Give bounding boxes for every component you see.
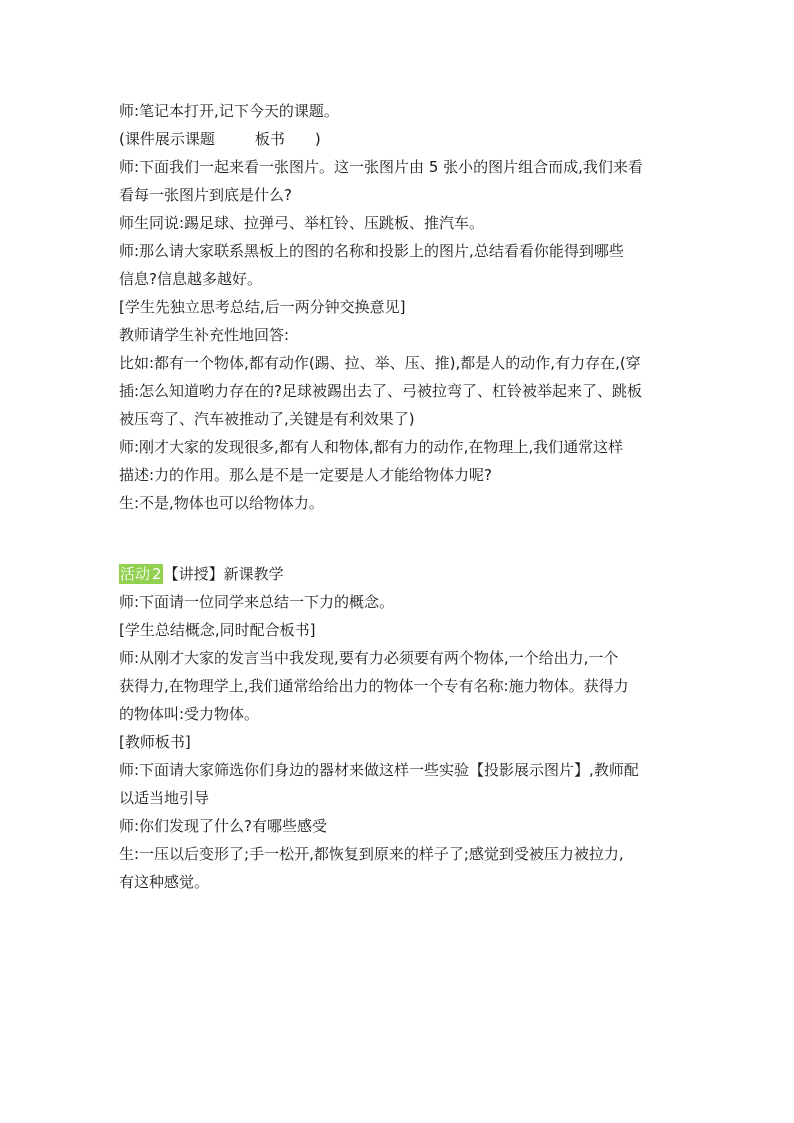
section-gap: [119, 517, 679, 560]
board-label: 板书: [254, 130, 285, 148]
text-line: 描述:力的作用。那么是不是一定要是人才能给物体力呢?: [119, 466, 493, 484]
text-line: 师:下面请大家筛选你们身边的器材来做这样一些实验【投影展示图片】,教师配: [119, 761, 639, 779]
text-line: 的物体叫:受力物体。: [119, 705, 260, 723]
text-line: 获得力,在物理学上,我们通常给给出力的物体一个专有名称:施力物体。获得力: [119, 677, 629, 695]
text-line: 师:下面我们一起来看一张图片。这一张图片由 5 张小的图片组合而成,我们来看: [119, 158, 643, 176]
activity-header: [119, 560, 679, 588]
text-line: 师:刚才大家的发现很多,都有人和物体,都有力的动作,在物理上,我们通常这样: [119, 438, 624, 456]
activity-number: 2: [152, 565, 162, 583]
text-line: [学生先独立思考总结,后一两分钟交换意见]: [119, 298, 406, 316]
text-line: 插:怎么知道哟力存在的?足球被踢出去了、弓被拉弯了、杠铃被举起来了、跳板: [119, 382, 643, 400]
text-line: 生:一压以后变形了;手一松开,都恢复到原来的样子了;感觉到受被压力被拉力,: [119, 845, 624, 863]
courseware-label: (课件展示课题: [119, 130, 215, 148]
text-line: [教师板书]: [119, 733, 191, 751]
text-line: [学生总结概念,同时配合板书]: [119, 621, 316, 639]
text-line: 信息?信息越多越好。: [119, 270, 262, 288]
document-page: [119, 97, 679, 896]
text-line: 以适当地引导: [119, 789, 210, 807]
text-line: 师:下面请一位同学来总结一下力的概念。: [119, 593, 395, 611]
closing-paren: ): [314, 130, 321, 148]
activity-title: 【讲授】新课教学: [163, 565, 284, 583]
courseware-line: [119, 125, 679, 153]
text-line: 有这种感觉。: [119, 873, 210, 891]
text-line: 教师请学生补充性地回答:: [119, 326, 290, 344]
text-line: 师:那么请大家联系黑板上的图的名称和投影上的图片,总结看看你能得到哪些: [119, 242, 624, 260]
text-line: 生:不是,物体也可以给物体力。: [119, 494, 324, 512]
text-line: 看每一张图片到底是什么?: [119, 186, 292, 204]
text-line: 比如:都有一个物体,都有动作(踢、拉、举、压、推),都是人的动作,有力存在,(穿: [119, 354, 641, 372]
text-line: 师生同说:踢足球、拉弹弓、举杠铃、压跳板、推汽车。: [119, 214, 485, 232]
text-line: 被压弯了、汽车被推动了,关键是有利效果了): [119, 410, 415, 428]
text-line: 师:从刚才大家的发言当中我发现,要有力必须要有两个物体,一个给出力,一个: [119, 649, 619, 667]
activity-tag: 活动: [120, 565, 151, 583]
text-line: 师:笔记本打开,记下今天的课题。: [119, 102, 339, 120]
text-line: 师:你们发现了什么?有哪些感受: [119, 817, 328, 835]
